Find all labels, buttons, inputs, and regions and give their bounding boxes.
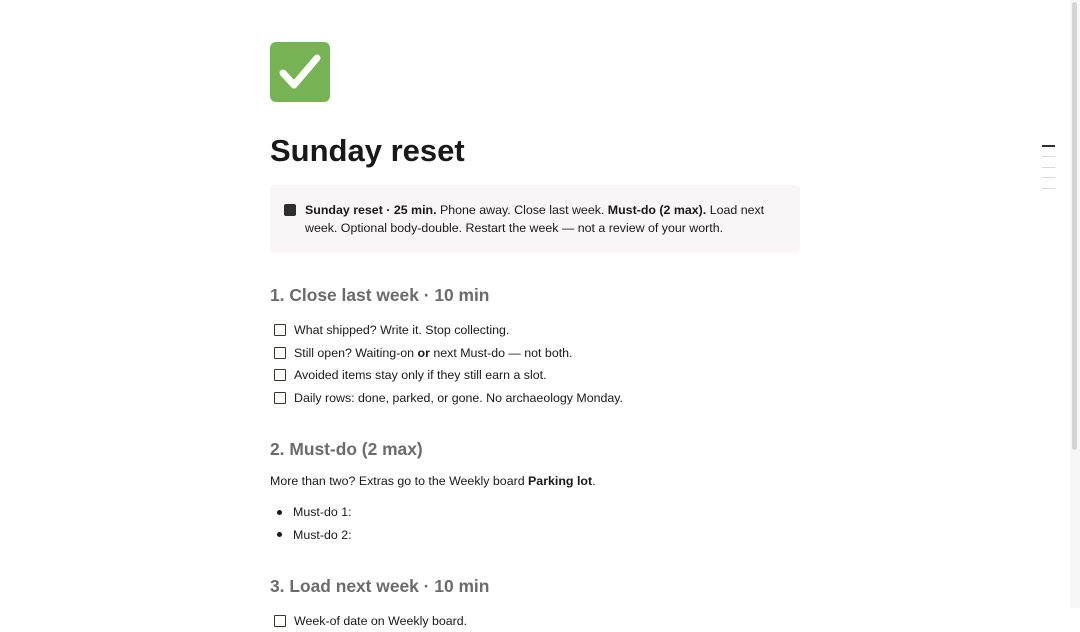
- toc-line[interactable]: [1042, 188, 1055, 189]
- bullet-text[interactable]: Must-do 1:: [293, 505, 352, 520]
- toc-line[interactable]: [1042, 177, 1055, 178]
- todo-item: [270, 319, 800, 342]
- callout-block[interactable]: [270, 185, 800, 253]
- heading-close-last-week[interactable]: 1. Close last week · 10 min: [270, 285, 490, 306]
- todo-text[interactable]: [294, 346, 573, 360]
- callout-text-1: Phone away. Close last week.: [436, 203, 608, 218]
- todo-item: [270, 610, 800, 632]
- check-mark-icon: [278, 52, 322, 92]
- bullet-dot-icon: [277, 532, 282, 537]
- vertical-scrollbar[interactable]: [1070, 0, 1080, 608]
- bullet-text[interactable]: Must-do 2:: [293, 527, 352, 542]
- table-of-contents-minimap[interactable]: [1042, 145, 1055, 198]
- paragraph-text: .: [592, 473, 596, 488]
- todo-list-close: [270, 319, 800, 409]
- checkbox[interactable]: [274, 392, 286, 404]
- paragraph-text: More than two? Extras go to the Weekly board: [270, 473, 529, 488]
- checkbox[interactable]: [274, 347, 286, 359]
- bullet-dot-icon: [277, 510, 282, 515]
- list-item[interactable]: [270, 501, 800, 524]
- todo-text[interactable]: [294, 614, 467, 628]
- page-title[interactable]: Sunday reset: [270, 133, 465, 168]
- page-content: [270, 42, 800, 632]
- checkbox[interactable]: [274, 324, 286, 336]
- heading-must-do[interactable]: 2. Must-do (2 max): [270, 439, 423, 460]
- todo-text[interactable]: [294, 323, 509, 337]
- toc-line[interactable]: [1042, 156, 1055, 157]
- callout-text-2: Load next week. Optional body-double. Restart the week — not a review of your worth.: [305, 203, 765, 236]
- checkbox[interactable]: [274, 369, 286, 381]
- must-do-paragraph[interactable]: [270, 472, 800, 490]
- todo-text-part: Week-of date on Weekly board.: [294, 614, 468, 629]
- todo-list-load: [270, 610, 800, 632]
- check-mark-button-icon[interactable]: [270, 42, 330, 102]
- todo-text-part: Avoided items stay only if they still earn a slot.: [294, 368, 547, 383]
- todo-item: [270, 342, 800, 365]
- heading-load-next-week[interactable]: 3. Load next week · 10 min: [270, 575, 490, 596]
- toc-line-active[interactable]: [1042, 145, 1055, 147]
- list-item[interactable]: [270, 523, 800, 546]
- black-square-icon[interactable]: [284, 204, 296, 216]
- todo-text-part: What shipped? Write it. Stop collecting.: [294, 323, 510, 338]
- callout-bold-title: Sunday reset · 25 min.: [305, 203, 437, 218]
- callout-bold-mustdo: Must-do (2 max).: [607, 203, 707, 218]
- todo-text-part: Daily rows: done, parked, or gone. No archaeology Monday.: [294, 390, 623, 405]
- todo-item: [270, 364, 800, 387]
- todo-item: [270, 387, 800, 410]
- toc-line[interactable]: [1042, 167, 1055, 168]
- todo-text[interactable]: [294, 391, 623, 405]
- parking-lot-link: Parking lot: [528, 473, 593, 488]
- todo-text-part: Still open? Waiting-on: [294, 345, 418, 360]
- scrollbar-thumb[interactable]: [1072, 2, 1077, 450]
- must-do-bullets: [270, 501, 800, 546]
- todo-text[interactable]: [294, 368, 547, 382]
- checkbox[interactable]: [274, 615, 286, 627]
- todo-text-part: next Must-do — not both.: [429, 345, 573, 360]
- callout-text[interactable]: [305, 201, 786, 237]
- todo-text-bold: or: [417, 345, 430, 360]
